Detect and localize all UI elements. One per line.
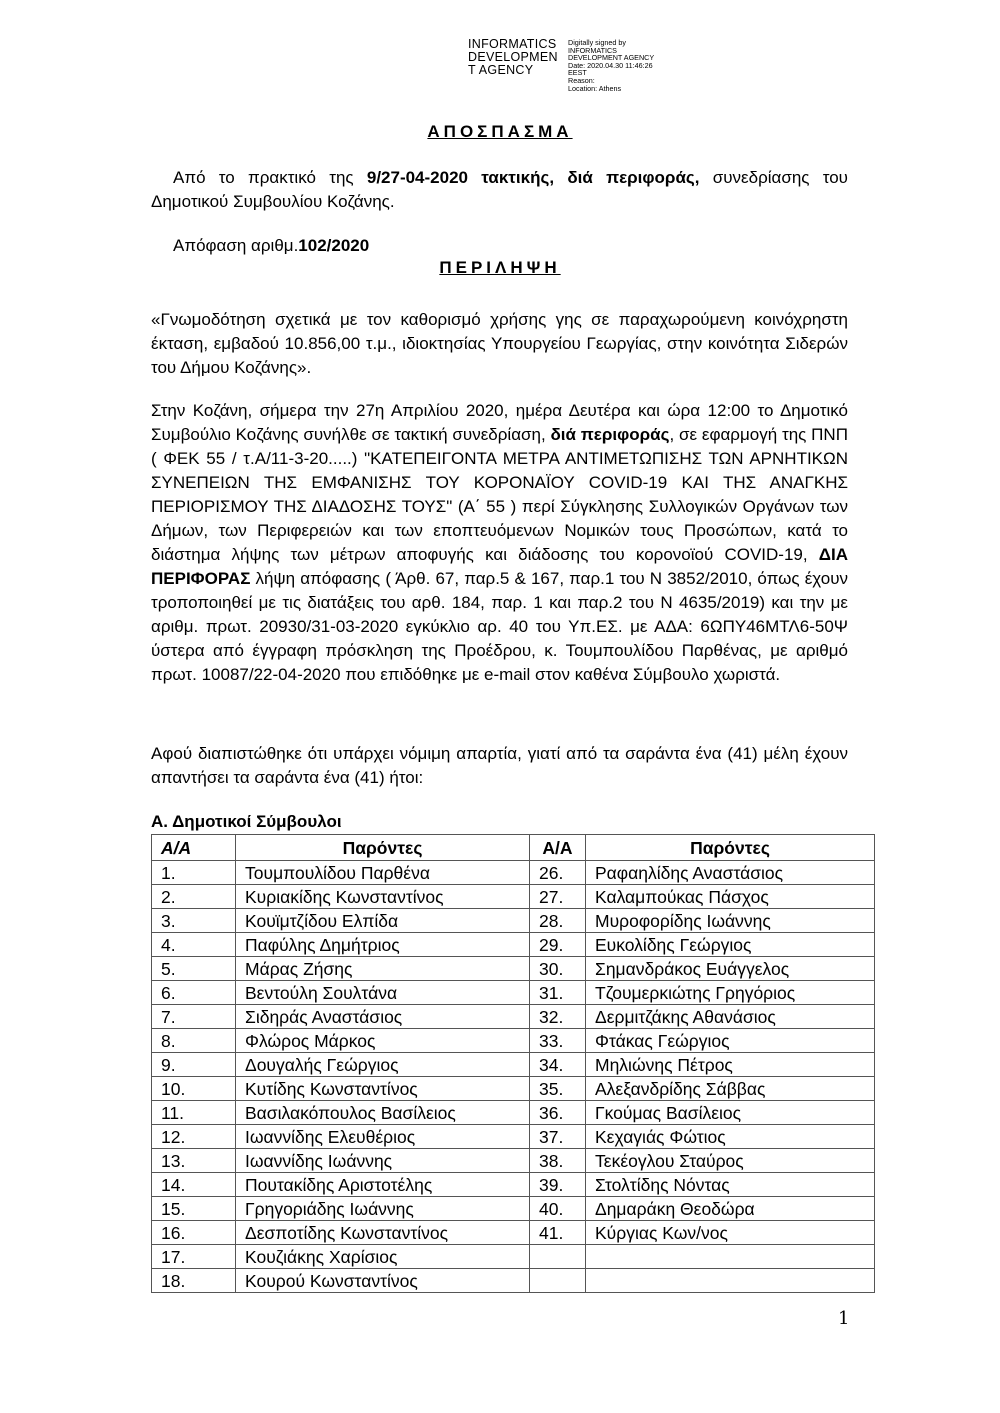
digital-signature: [468, 38, 654, 92]
table-row: [152, 1029, 875, 1053]
row-number-2: 26.: [530, 861, 586, 885]
member-name-1: Κουρού Κωνσταντίνος: [236, 1269, 530, 1293]
row-number-2: 31.: [530, 981, 586, 1005]
member-name-2: Τεκέογλου Σταύρος: [586, 1149, 875, 1173]
row-number-1: 17.: [152, 1245, 236, 1269]
table-row: [152, 1221, 875, 1245]
document-title: ΑΠΟΣΠΑΣΜΑ: [427, 122, 573, 141]
row-number-2: 38.: [530, 1149, 586, 1173]
row-number-2: 32.: [530, 1005, 586, 1029]
member-name-2: Δερμιτζάκης Αθανάσιος: [586, 1005, 875, 1029]
row-number-1: 2.: [152, 885, 236, 909]
table-row: [152, 1125, 875, 1149]
row-number-2: [530, 1245, 586, 1269]
decision-number: Απόφαση αριθμ.102/2020: [173, 236, 370, 255]
member-name-1: Κουζιάκης Χαρίσιος: [236, 1245, 530, 1269]
summary-title: ΠΕΡΙΛΗΨΗ: [439, 258, 561, 277]
row-number-1: 13.: [152, 1149, 236, 1173]
member-name-2: Κεχαγιάς Φώτιος: [586, 1125, 875, 1149]
member-name-1: Ιωαννίδης Ιωάννης: [236, 1149, 530, 1173]
member-name-1: Βεντούλη Σουλτάνα: [236, 981, 530, 1005]
member-name-2: Καλαμπούκας Πάσχος: [586, 885, 875, 909]
table-row: [152, 1101, 875, 1125]
table-row: [152, 1149, 875, 1173]
member-name-1: Ιωαννίδης Ελευθέριος: [236, 1125, 530, 1149]
row-number-1: 14.: [152, 1173, 236, 1197]
intro-paragraph: Από το πρακτικό της 9/27-04-2020 τακτικής, διά περιφοράς, συνεδρίασης του Δημοτικού Συμβουλίου Κοζάνης.: [151, 168, 848, 211]
row-number-2: 39.: [530, 1173, 586, 1197]
row-number-2: 30.: [530, 957, 586, 981]
member-name-1: Κυριακίδης Κωνσταντίνος: [236, 885, 530, 909]
row-number-2: 34.: [530, 1053, 586, 1077]
header-present-1: Παρόντες: [236, 835, 530, 861]
row-number-1: 1.: [152, 861, 236, 885]
quorum-paragraph: Αφού διαπιστώθηκε ότι υπάρχει νόμιμη απαρτία, γιατί από τα σαράντα ένα (41) μέλη έχουν απαντήσει τα σαράντα ένα (41) ήτοι:: [151, 744, 848, 787]
table-row: [152, 1197, 875, 1221]
page-number: 1: [838, 1308, 850, 1329]
section-label: Α. Δημοτικοί Σύμβουλοι: [151, 812, 342, 831]
member-name-2: Στολτίδης Νόντας: [586, 1173, 875, 1197]
member-name-2: Γκούμας Βασίλειος: [586, 1101, 875, 1125]
summary-text: «Γνωμοδότηση σχετικά με τον καθορισμό χρήσης γης σε παραχωρούμενη κοινόχρηστη έκταση, εμβαδού 10.856,00 τ.μ., ιδιοκτησίας Υπουργείου Γεωργίας, στην κοινότητα Σιδερών του Δήμου Κοζάνης».: [151, 310, 848, 377]
table-header-row: [152, 835, 875, 861]
member-name-2: Ραφαηλίδης Αναστάσιος: [586, 861, 875, 885]
row-number-2: 40.: [530, 1197, 586, 1221]
row-number-2: [530, 1269, 586, 1293]
member-name-2: Δημαράκη Θεοδώρα: [586, 1197, 875, 1221]
body-paragraph: Στην Κοζάνη, σήμερα την 27η Απριλίου 2020, ημέρα Δευτέρα και ώρα 12:00 το Δημοτικό Συμβούλιο Κοζάνης συνήλθε σε τακτική συνεδρίαση, διά περιφοράς, σε εφαρμογή της ΠΝΠ ( ΦΕΚ 55 / τ.Α/11-3-20.....) "ΚΑΤΕΠΕΙΓΟΝΤΑ ΜΕΤΡΑ ΑΝΤΙΜΕΤΩΠΙΣΗΣ ΤΩΝ ΑΡΝΗΤΙΚΩΝ ΣΥΝΕΠΕΙΩΝ ΤΗΣ ΕΜΦΑΝΙΣΗΣ ΤΟΥ ΚΟΡΟΝΑΪΟΥ COVID-19 ΚΑΙ ΤΗΣ ΑΝΑΓΚΗΣ ΠΕΡΙΟΡΙΣΜΟΥ ΤΗΣ ΔΙΑΔΟΣΗΣ ΤΟΥΣ" (Α΄ 55 ) περί Σύγκλησης Συλλογικών Οργάνων των Δήμων, των Περιφερειών και των εποπτευόμενων Νομικών τους Προσώπων, κατά το διάστημα λήψης των μέτρων αποφυγής και διάδοσης του κορονοϊού COVID-19, ΔΙΑ ΠΕΡΙΦΟΡΑΣ λήψη απόφασης ( Άρθ. 67, παρ.5 & 167, παρ.1 του Ν 3852/2010, όπως έχουν τροποποιηθεί με τις διατάξεις του αρθ. 184, παρ. 1 και παρ.2 του Ν 4635/2019) και την με αριθμ. πρωτ. 20930/31-03-2020 εγκύκλιο αρ. 40 του Υπ.ΕΣ. με ΑΔΑ: 6ΩΠΥ46ΜΤΛ6-50Ψ ύστερα από έγγραφη πρόσκληση της Προέδρου, κ. Τουμπουλίδου Παρθένας, με αριθμό πρωτ. 10087/22-04-2020 που επιδόθηκε με e-mail στον καθένα Σύμβουλο χωριστά.: [151, 401, 848, 684]
member-name-1: Κυτίδης Κωνσταντίνος: [236, 1077, 530, 1101]
row-number-1: 10.: [152, 1077, 236, 1101]
header-aa-1: Α/Α: [152, 835, 236, 861]
row-number-2: 36.: [530, 1101, 586, 1125]
row-number-2: 28.: [530, 909, 586, 933]
row-number-1: 15.: [152, 1197, 236, 1221]
header-aa-2: Α/Α: [530, 835, 586, 861]
member-name-1: Γρηγοριάδης Ιωάννης: [236, 1197, 530, 1221]
table-row: [152, 1245, 875, 1269]
signer-name: INFORMATICS DEVELOPMEN T AGENCY: [468, 37, 558, 77]
member-name-2: [586, 1245, 875, 1269]
row-number-1: 11.: [152, 1101, 236, 1125]
member-name-1: Βασιλακόπουλος Βασίλειος: [236, 1101, 530, 1125]
member-name-1: Τουμπουλίδου Παρθένα: [236, 861, 530, 885]
row-number-1: 6.: [152, 981, 236, 1005]
table-row: [152, 909, 875, 933]
table-row: [152, 957, 875, 981]
row-number-1: 16.: [152, 1221, 236, 1245]
row-number-2: 41.: [530, 1221, 586, 1245]
member-name-2: Ευκολίδης Γεώργιος: [586, 933, 875, 957]
row-number-2: 35.: [530, 1077, 586, 1101]
table-row: [152, 885, 875, 909]
row-number-1: 3.: [152, 909, 236, 933]
member-name-1: Πουτακίδης Αριστοτέλης: [236, 1173, 530, 1197]
member-name-1: Δουγαλής Γεώργιος: [236, 1053, 530, 1077]
table-row: [152, 1269, 875, 1293]
member-name-2: Μυροφορίδης Ιωάννης: [586, 909, 875, 933]
row-number-2: 27.: [530, 885, 586, 909]
member-name-2: Μηλιώνης Πέτρος: [586, 1053, 875, 1077]
member-name-1: Σιδηράς Αναστάσιος: [236, 1005, 530, 1029]
member-name-2: Σημανδράκος Ευάγγελος: [586, 957, 875, 981]
member-name-1: Κουϊμτζίδου Ελπίδα: [236, 909, 530, 933]
table-row: [152, 1005, 875, 1029]
member-name-1: Δεσποτίδης Κωνσταντίνος: [236, 1221, 530, 1245]
table-row: [152, 1173, 875, 1197]
member-name-1: Φλώρος Μάρκος: [236, 1029, 530, 1053]
row-number-2: 33.: [530, 1029, 586, 1053]
member-name-2: [586, 1269, 875, 1293]
row-number-1: 18.: [152, 1269, 236, 1293]
member-name-1: Παφύλης Δημήτριος: [236, 933, 530, 957]
table-row: [152, 861, 875, 885]
row-number-1: 8.: [152, 1029, 236, 1053]
table-row: [152, 1077, 875, 1101]
table-row: [152, 981, 875, 1005]
attendance-table: [151, 834, 875, 1293]
member-name-2: Αλεξανδρίδης Σάββας: [586, 1077, 875, 1101]
member-name-2: Φτάκας Γεώργιος: [586, 1029, 875, 1053]
row-number-1: 12.: [152, 1125, 236, 1149]
row-number-1: 9.: [152, 1053, 236, 1077]
member-name-2: Κύργιας Κων/νος: [586, 1221, 875, 1245]
table-row: [152, 933, 875, 957]
row-number-1: 7.: [152, 1005, 236, 1029]
member-name-2: Τζουμερκιώτης Γρηγόριος: [586, 981, 875, 1005]
row-number-1: 4.: [152, 933, 236, 957]
row-number-1: 5.: [152, 957, 236, 981]
table-row: [152, 1053, 875, 1077]
member-name-1: Μάρας Ζήσης: [236, 957, 530, 981]
signature-details: Digitally signed by INFORMATICS DEVELOPMENT AGENCY Date: 2020.04.30 11:46:26 EEST Reason: Location: Athens: [568, 38, 655, 93]
header-present-2: Παρόντες: [586, 835, 875, 861]
row-number-2: 37.: [530, 1125, 586, 1149]
row-number-2: 29.: [530, 933, 586, 957]
